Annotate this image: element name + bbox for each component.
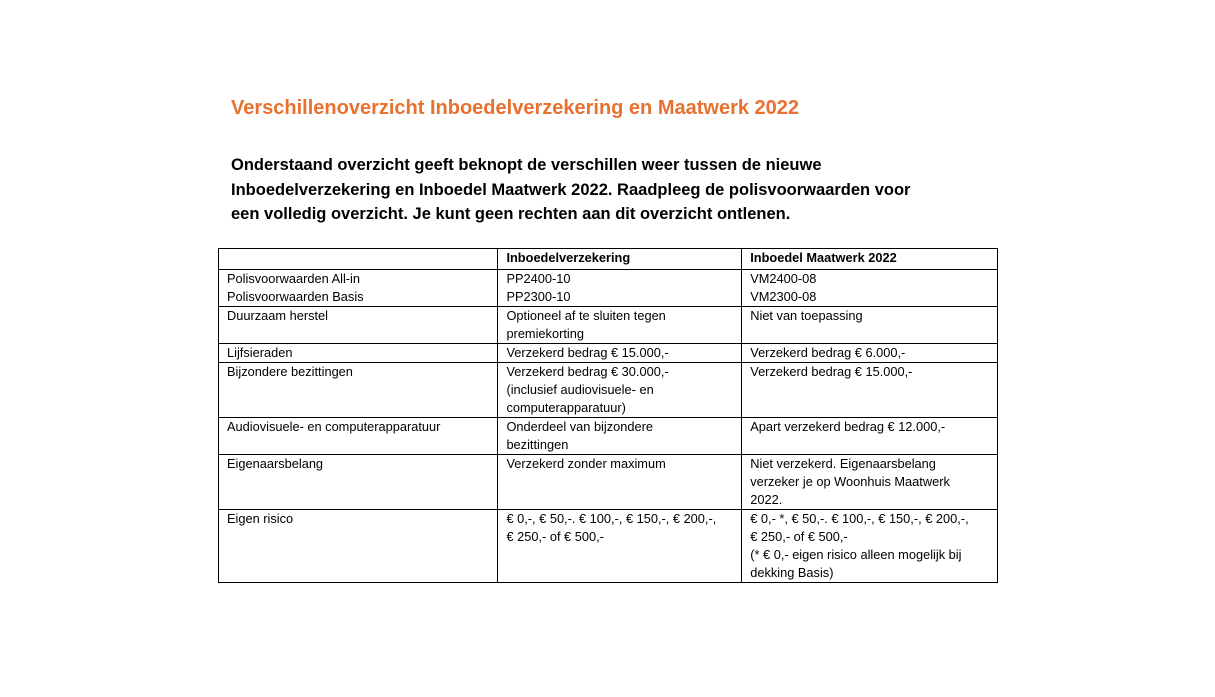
table-header-row [219,249,998,270]
table-row [219,418,998,455]
row-label-cell [219,270,498,307]
cell-text-line: Niet van toepassing [750,308,863,323]
page-title: Verschillenoverzicht Inboedelverzekering en Maatwerk 2022 [231,97,800,119]
cell-text-line: Verzekerd bedrag € 15.000,- [750,364,913,379]
cell-text-line: Eigenaarsbelang [227,456,324,471]
cell-text-line: Verzekerd bedrag € 15.000,- [506,345,669,360]
inboedel-cell [498,418,742,455]
inboedel-cell [498,455,742,510]
intro-line: een volledig overzicht. Je kunt geen rechten aan dit overzicht ontlenen. [231,205,791,223]
row-label-cell [219,455,498,510]
cell-text-line: € 250,- of € 500,- [506,529,604,544]
row-label-cell [219,510,498,583]
table-row [219,363,998,418]
cell-text-line: VM2400-08 [750,271,817,286]
table-row [219,307,998,344]
intro-line: Onderstaand overzicht geeft beknopt de verschillen weer tussen de nieuwe [231,156,822,174]
cell-text-line: VM2300-08 [750,289,817,304]
cell-text-line: Verzekerd bedrag € 6.000,- [750,345,906,360]
cell-text-line: 2022. [750,492,783,507]
maatwerk-cell [742,510,998,583]
inboedel-cell [498,270,742,307]
cell-text-line: € 0,-, € 50,-. € 100,-, € 150,-, € 200,-, [506,511,717,526]
cell-text-line: Polisvoorwaarden Basis [227,289,364,304]
comparison-table [218,248,998,583]
table-row [219,270,998,307]
cell-text-line: Apart verzekerd bedrag € 12.000,- [750,419,946,434]
inboedel-cell [498,344,742,363]
cell-text-line: Optioneel af te sluiten tegen [506,308,666,323]
cell-text-line: Verzekerd bedrag € 30.000,- [506,364,669,379]
cell-text-line: Lijfsieraden [227,345,293,360]
cell-text-line: dekking Basis) [750,565,834,580]
cell-text-line: computerapparatuur) [506,400,626,415]
header-inboedel-maatwerk: Inboedel Maatwerk 2022 [742,249,998,270]
cell-text-line: Audiovisuele- en computerapparatuur [227,419,441,434]
inboedel-cell [498,363,742,418]
cell-text-line: € 250,- of € 500,- [750,529,848,544]
cell-text-line: (* € 0,- eigen risico alleen mogelijk bij [750,547,962,562]
inboedel-cell [498,510,742,583]
row-label-cell [219,344,498,363]
inboedel-cell [498,307,742,344]
intro-line: Inboedelverzekering en Inboedel Maatwerk 2022. Raadpleeg de polisvoorwaarden voor [231,180,911,199]
cell-text-line: PP2300-10 [506,289,571,304]
maatwerk-cell [742,270,998,307]
cell-text-line: Bijzondere bezittingen [227,364,353,379]
cell-text-line: Onderdeel van bijzondere [506,419,653,434]
table-body [219,270,998,583]
maatwerk-cell [742,418,998,455]
cell-text-line: (inclusief audiovisuele- en [506,382,654,397]
maatwerk-cell [742,455,998,510]
cell-text-line: € 0,- *, € 50,-. € 100,-, € 150,-, € 200,-, [750,511,969,526]
cell-text-line: Duurzaam herstel [227,308,328,323]
table-row [219,344,998,363]
intro-paragraph [231,153,951,227]
cell-text-line: verzeker je op Woonhuis Maatwerk [750,474,950,489]
cell-text-line: Verzekerd zonder maximum [506,456,666,471]
header-empty-cell [219,249,498,270]
maatwerk-cell [742,307,998,344]
row-label-cell [219,307,498,344]
header-inboedelverzekering: Inboedelverzekering [498,249,742,270]
cell-text-line: Polisvoorwaarden All-in [227,271,361,286]
row-label-cell [219,363,498,418]
cell-text-line: premiekorting [506,326,584,341]
cell-text-line: Niet verzekerd. Eigenaarsbelang [750,456,936,471]
row-label-cell [219,418,498,455]
maatwerk-cell [742,363,998,418]
maatwerk-cell [742,344,998,363]
table-row [219,455,998,510]
cell-text-line: PP2400-10 [506,271,571,286]
cell-text-line: bezittingen [506,437,569,452]
cell-text-line: Eigen risico [227,511,294,526]
table-row [219,510,998,583]
